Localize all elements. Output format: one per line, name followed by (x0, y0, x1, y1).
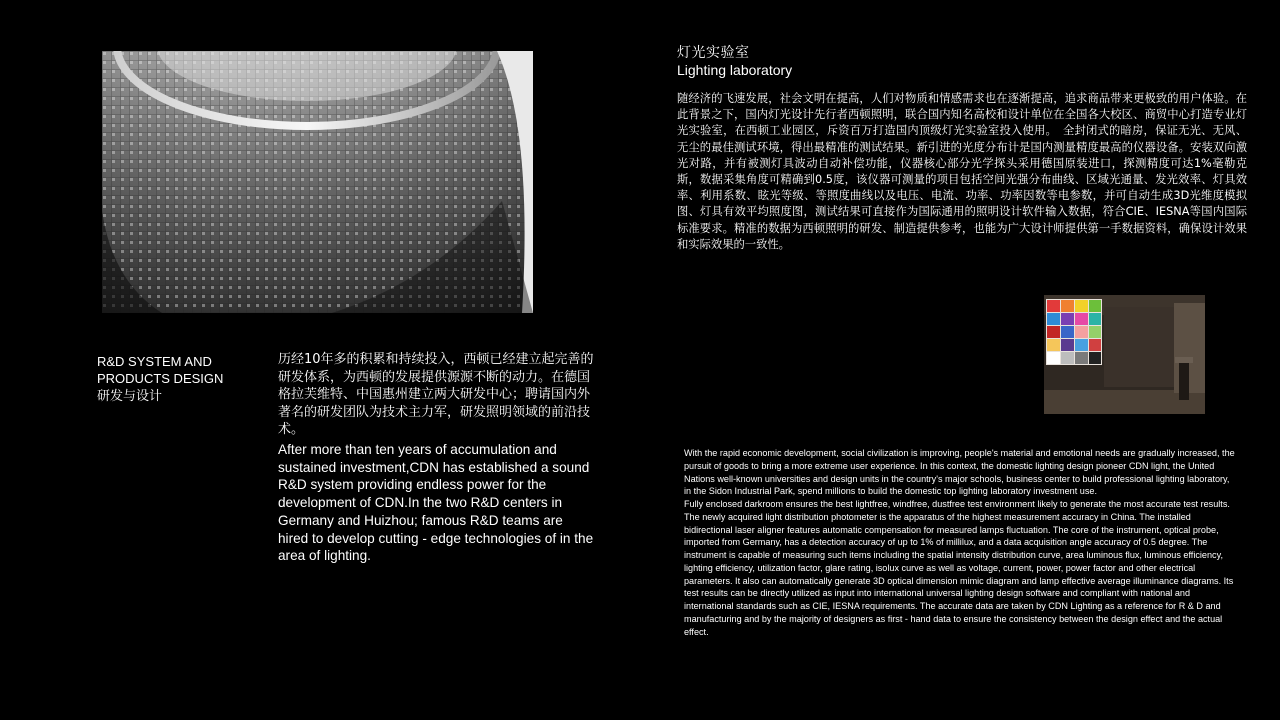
rd-section-heading (97, 353, 267, 404)
rd-heading-zh: 研发与设计 (97, 388, 163, 403)
lab-description-en (684, 447, 1236, 638)
lab-title-en: Lighting laboratory (677, 62, 793, 78)
rd-heading-line-1: R&D SYSTEM AND (97, 354, 212, 369)
color-chart-room-photo (1044, 295, 1205, 414)
lab-description-en-paragraph-2: Fully enclosed darkroom ensures the best lightfree, windfree, dustfree test environment likely to generate the most accurate test results. The newly acquired light distribution photometer is the apparatus of the highest measurement accuracy in China. The installed bidirectional laser aligner features automatic compensation for measured lamps fluctuation. The core of the instrument, optical probe, imported from Germany, has a detection accuracy of up to 1% of millilux, and a data acquisition angle accuracy of 0.5 degree. The instrument is capable of measuring such items including the spatial intensity distribution curve, area luminous flux, luminous efficiency, lighting efficiency, utilization factor, glare rating, isolux curve as well as voltage, current, power, power factor and other electrical parameters. It also can automatically generate 3D optical dimension mimic diagram and lamp effective average illuminance diagrams. Its test results can be directly utilized as input into international universal lighting design software and compliant with national and international standards such as CIE, IESNA requirements. The accurate data are taken by CDN Lighting as a reference for R & D and manufacturing and by the majority of designers as first - hand data to ensure the consistency between the design effect and the actual effect. (684, 499, 1234, 637)
rd-description-zh: 历经10年多的积累和持续投入，西顿已经建立起完善的研发体系，为西顿的发展提供源源不断的动力。在德国格拉芙维特、中国惠州建立两大研发中心；聘请国内外著名的研发团队为技术主力军，研发照明领域的前沿技术。 (278, 352, 594, 437)
lab-description-zh: 随经济的飞速发展，社会文明在提高，人们对物质和情感需求也在逐渐提高，追求商品带来更极致的用户体验。在此背景之下，国内灯光设计先行者西顿照明，联合国内知名高校和设计单位在全国各大校区、商贸中心打造专业灯光实验室，在西顿工业园区，斥资百万打造国内顶级灯光实验室投入使用。 全封闭式的暗房，保证无光、无风、无尘的最佳测试环境，得出最精准的测试结果。新引进的光度分布计是国内测量精度最高的仪器设备。安装双向激光对路，并有被测灯具波动自动补偿功能，仪器核心部分光学探头采用德国原装进口，探测精度可达1%毫勒克斯，数据采集角度可精确到0.5度，该仪器可测量的项目包括空间光强分布曲线、区域光通量、发光效率、灯具效率、利用系数、眩光等级、等照度曲线以及电压、电流、功率、功率因数等电参数，并可自动生成3D光维度模拟图、灯具有效平均照度图，测试结果可直接作为国际通用的照明设计软件输入数据，符合CIE、IESNA等国内国际标准要求。精准的数据为西顿照明的研发、制造提供参考，也能为广大设计师提供第一手数据资料，确保设计效果和实际效果的一致性。 (677, 92, 1247, 251)
rd-heading-line-2: PRODUCTS DESIGN (97, 371, 224, 386)
lab-description-en-paragraph-1: With the rapid economic development, social civilization is improving, people's material and emotional needs are gradually increased, the pursuit of goods to bring a more extreme user experience. In this context, the domestic lighting design pioneer CDN light, the United Nations well-known universities and design units in the country's major schools, business center to build professional lighting laboratory, in the Sidon Industrial Park, spend millions to build the domestic top lighting laboratory investment use. (684, 448, 1235, 497)
lab-title-zh: 灯光实验室 (677, 45, 750, 61)
rd-description-en: After more than ten years of accumulation and sustained investment,CDN has established a sound R&D system providing endless power for the development of CDN.In the two R&D centers in Germany and Huizhou; famous R&D teams are hired to develop cutting - edge technologies of in the area of lighting. (278, 442, 594, 564)
reflector-photo (102, 51, 533, 313)
